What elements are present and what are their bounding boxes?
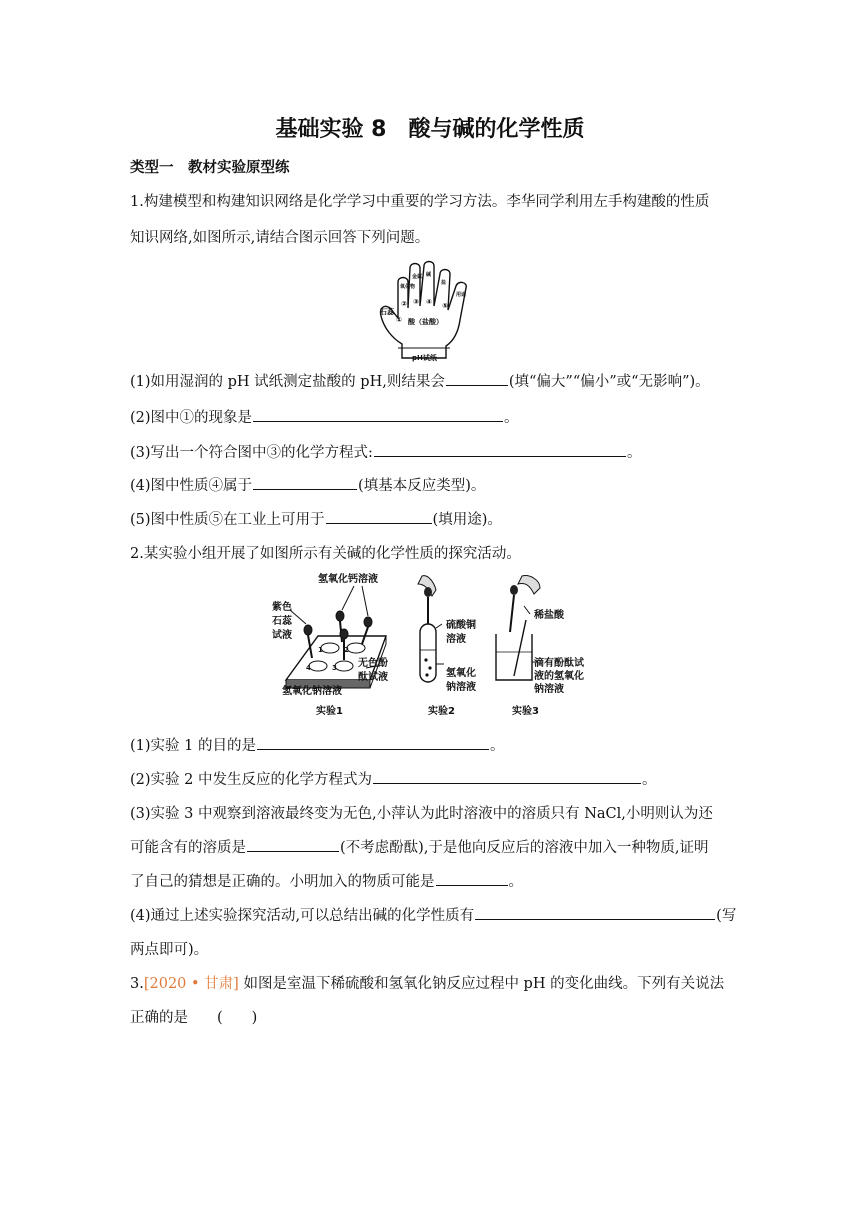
finger-word-salt: 盐 (441, 280, 447, 286)
finger-label-5: ⑤ (442, 302, 448, 310)
answer-blank-3[interactable] (374, 442, 626, 457)
label-litmus-3: 试液 (272, 630, 292, 641)
label-dilute-hcl: 稀盐酸 (534, 610, 564, 621)
answer-blank-4[interactable] (253, 475, 357, 490)
finger-label-3: ③ (413, 298, 419, 306)
label-litmus-1: 紫色 (272, 602, 292, 613)
q1-part1 (130, 370, 710, 391)
answer-blank-8[interactable] (247, 837, 339, 852)
label-litmus-2: 石蕊 (272, 616, 292, 627)
q3-stem-line1 (130, 972, 724, 993)
label-copper-sulfate-2: 溶液 (446, 634, 466, 645)
answer-blank-2[interactable] (253, 407, 503, 422)
q1-part3-text: (3)写出一个符合图中③的化学方程式: (130, 445, 373, 461)
q3-number: 3. (130, 976, 144, 992)
answer-blank-7[interactable] (373, 769, 641, 784)
q2-part1-end: 。 (489, 738, 505, 754)
q2-part4-text: (4)通过上述实验探究活动,可以总结出碱的化学性质有 (130, 908, 475, 924)
finger-label-2: ② (401, 300, 407, 308)
q2-part2 (130, 768, 656, 789)
answer-blank-10[interactable] (475, 905, 715, 920)
experiment-diagram (258, 572, 598, 718)
well-label-2: 2 (344, 646, 349, 654)
label-sodium-hydroxide: 氢氧化钠溶液 (282, 686, 342, 697)
q1-part2-end: 。 (504, 410, 519, 426)
label-phenol-1: 无色酚 (358, 658, 388, 669)
test-tube-setup (418, 576, 444, 682)
label-calcium-hydroxide: 氢氧化钙溶液 (318, 574, 378, 585)
finger-label-1: ① (396, 316, 402, 324)
answer-blank-6[interactable] (257, 735, 489, 750)
q2-part1 (130, 734, 504, 755)
q1-part4-hint: (填基本反应类型)。 (358, 478, 486, 494)
q1-part5 (130, 508, 502, 529)
q1-stem-line1: 1.构建模型和构建知识网络是化学学习中重要的学习方法。李华同学利用左手构建酸的性质 (130, 194, 710, 210)
label-phenol-naoh-3: 钠溶液 (534, 684, 564, 695)
section-heading: 类型一 教材实验原型练 (130, 160, 290, 176)
palm-label: 酸（盐酸） (408, 318, 443, 326)
q2-part3-text2: 了自己的猜想是正确的。小明加入的物质可能是 (130, 874, 435, 890)
label-phenol-naoh-1: 滴有酚酞试 (534, 658, 584, 669)
finger-word-oxide: 氧化物 (400, 284, 416, 290)
q1-part5-text: (5)图中性质⑤在工业上可用于 (130, 512, 325, 528)
q2-part3-end: 。 (508, 874, 523, 890)
label-copper-sulfate-1: 硫酸铜 (446, 620, 476, 631)
q2-part4-hint: (写 (716, 908, 737, 924)
well-label-3: 3 (332, 664, 337, 672)
q1-stem-line2: 知识网络,如图所示,请结合图示回答下列问题。 (130, 230, 430, 246)
answer-blank-5[interactable] (326, 509, 432, 524)
label-experiment-3: 实验3 (512, 706, 539, 717)
q1-part4 (130, 474, 485, 495)
finger-word-base: 碱 (426, 272, 432, 278)
q1-part1-hint: (填“偏大”“偏小”或“无影响”)。 (508, 374, 710, 390)
q1-part5-hint: (填用途)。 (432, 512, 502, 528)
q2-part1-text: (1)实验 1 的目的是 (130, 738, 256, 754)
finger-word-metal: 金属 (412, 274, 423, 280)
finger-label-litmus: 石蕊 (380, 308, 394, 316)
well-label-4: 4 (306, 664, 311, 672)
finger-label-4: ④ (426, 298, 432, 306)
label-phenol-naoh-2: 液的氢氧化 (534, 671, 584, 682)
q2-part3-text: 可能含有的溶质是 (130, 840, 246, 856)
q3-stem-text: 如图是室温下稀硫酸和氢氧化钠反应过程中 pH 的变化曲线。下列有关说法 (243, 976, 725, 992)
q2-stem: 2.某实验小组开展了如图所示有关碱的化学性质的探究活动。 (130, 546, 521, 562)
label-naoh-tube-2: 钠溶液 (446, 682, 476, 693)
q1-part1-text: (1)如用湿润的 pH 试纸测定盐酸的 pH,则结果会 (130, 374, 445, 390)
q2-part4-line1 (130, 904, 736, 925)
hand-diagram (378, 258, 482, 366)
q1-part3-end: 。 (626, 445, 642, 461)
q3-source: [2020 • 甘肃] (143, 976, 239, 992)
label-experiment-2: 实验2 (428, 706, 455, 717)
q3-stem-line2: 正确的是 ( ) (130, 1010, 258, 1026)
label-experiment-1: 实验1 (316, 706, 343, 717)
wrist-label: pH试纸 (412, 354, 437, 362)
q1-part3 (130, 441, 641, 462)
well-label-1: 1 (318, 646, 323, 654)
finger-word-use: 用途 (456, 292, 467, 298)
q2-part2-end: 。 (641, 772, 657, 788)
q2-part4-line2: 两点即可)。 (130, 942, 209, 958)
q1-part2-text: (2)图中①的现象是 (130, 410, 253, 426)
q2-part3-hint: (不考虑酚酞),于是他向反应后的溶液中加入一种物质,证明 (340, 840, 709, 856)
q2-part3-line3 (130, 870, 523, 891)
q1-part2 (130, 406, 519, 427)
q2-part3-line2 (130, 836, 709, 857)
q2-part3-line1: (3)实验 3 中观察到溶液最终变为无色,小萍认为此时溶液中的溶质只有 NaCl,小明则认为还 (130, 806, 713, 822)
label-phenol-2: 酞试液 (358, 672, 388, 683)
label-naoh-tube-1: 氢氧化 (446, 668, 476, 679)
q1-part4-text: (4)图中性质④属于 (130, 478, 253, 494)
answer-blank-1[interactable] (446, 371, 508, 386)
page-title: 基础实验 8 酸与碱的化学性质 (275, 117, 585, 142)
q2-part2-text: (2)实验 2 中发生反应的化学方程式为 (130, 772, 372, 788)
answer-blank-9[interactable] (436, 871, 508, 886)
